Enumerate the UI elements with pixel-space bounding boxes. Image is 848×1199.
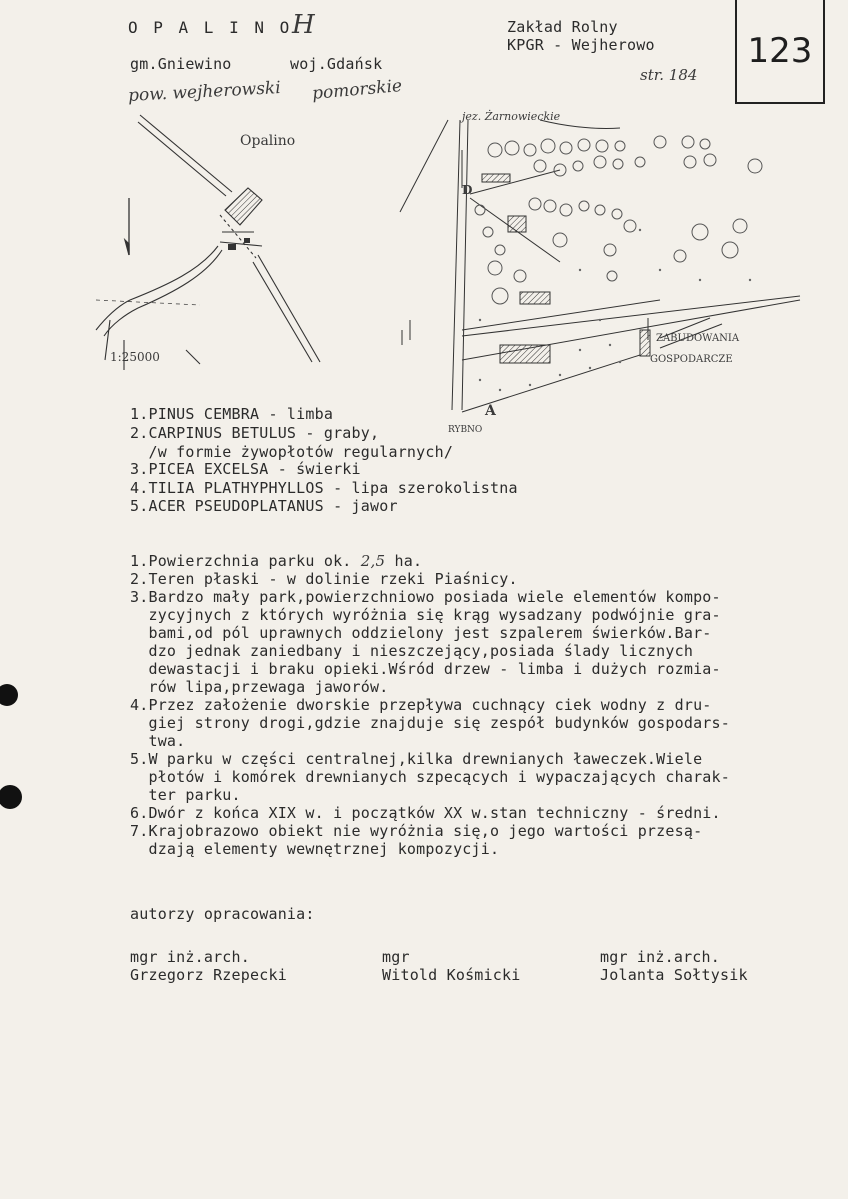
note-5-line: ter parku.	[130, 786, 241, 804]
sheet-number: 123	[735, 0, 825, 104]
note-3-line: bami,od pól uprawnych oddzielony jest szpalerem świerków.Bar-	[130, 624, 712, 642]
municipality: gm.Gniewino	[130, 55, 232, 73]
page-reference: str. 184	[640, 66, 698, 84]
lake-label: jez. Żarnowieckie	[462, 110, 561, 123]
author-2-name: Witold Kośmicki	[382, 966, 521, 984]
author-1-name: Grzegorz Rzepecki	[130, 966, 287, 984]
note-3-line: rów lipa,przewaga jaworów.	[130, 678, 389, 696]
note-4-line: giej strony drogi,gdzie znajduje się zespół budynków gospodars-	[130, 714, 730, 732]
company-line-2: KPGR - Wejherowo	[507, 36, 655, 54]
note-6: 6.Dwór z końca XIX w. i początków XX w.stan techniczny - średni.	[130, 804, 721, 822]
town-label: RYBNO	[448, 425, 483, 435]
species-item: 3.PICEA EXCELSA - świerki	[130, 460, 361, 478]
note-3-line: dzo jednak zaniedbany i nieszczejący,posiada ślady licznych	[130, 642, 694, 660]
handwritten-note: pomorskie	[311, 76, 403, 104]
author-3-name: Jolanta Sołtysik	[600, 966, 748, 984]
marker-a: A	[485, 403, 496, 419]
author-3-title: mgr inż.arch.	[600, 948, 720, 966]
farm-label-1: ZABUDOWANIA	[656, 333, 740, 344]
note-7-line: dzają elementy wewnętrznej kompozycji.	[130, 840, 500, 858]
note-5-line: 5.W parku w części centralnej,kilka drewnianych ławeczek.Wiele	[130, 750, 703, 768]
note-2: 2.Teren płaski - w dolinie rzeki Piaśnicy.	[130, 570, 518, 588]
voivodeship: woj.Gdańsk	[290, 55, 383, 73]
author-2-title: mgr	[382, 948, 410, 966]
handwritten-county: pow. wejherowski	[127, 78, 282, 106]
map-scale: 1:25000	[110, 350, 160, 364]
species-item: /w formie żywopłotów regularnych/	[130, 443, 454, 461]
authors-heading: autorzy opracowania:	[130, 905, 315, 923]
note-1	[130, 552, 422, 570]
note-3-line: dewastacji i braku opieki.Wśród drzew - limba i dużych rozmia-	[130, 660, 721, 678]
note-4-line: 4.Przez założenie dworskie przepływa cuchnący ciek wodny z dru-	[130, 696, 712, 714]
map-title: Opalino	[240, 133, 296, 149]
note-5-line: płotów i komórek drewnianych szpecących i wypaczających charak-	[130, 768, 730, 786]
note-1-area-handwritten: 2,5	[360, 552, 386, 570]
farm-label-2: GOSPODARCZE	[650, 354, 733, 365]
author-1-title: mgr inż.arch.	[130, 948, 250, 966]
place-name: O P A L I N O	[128, 18, 293, 37]
note-4-line: twa.	[130, 732, 186, 750]
marker-d: D	[462, 183, 473, 197]
note-1-prefix: 1.Powierzchnia parku ok.	[130, 552, 361, 570]
note-7-line: 7.Krajobrazowo obiekt nie wyróżnia się,o jego wartości przesą-	[130, 822, 703, 840]
note-3-line: 3.Bardzo mały park,powierzchniowo posiada wiele elementów kompo-	[130, 588, 721, 606]
species-item: 5.ACER PSEUDOPLATANUS - jawor	[130, 497, 398, 515]
company-line-1: Zakład Rolny	[507, 18, 618, 36]
species-item: 2.CARPINUS BETULUS - graby,	[130, 424, 380, 442]
species-item: 4.TILIA PLATHYPHYLLOS - lipa szerokolistna	[130, 479, 518, 497]
species-item: 1.PINUS CEMBRA - limba	[130, 405, 334, 423]
place-mark: H	[292, 10, 315, 40]
note-1-suffix: ha.	[385, 552, 423, 570]
note-3-line: zycyjnych z których wyróżnia się krąg wysadzany podwójnie gra-	[130, 606, 721, 624]
